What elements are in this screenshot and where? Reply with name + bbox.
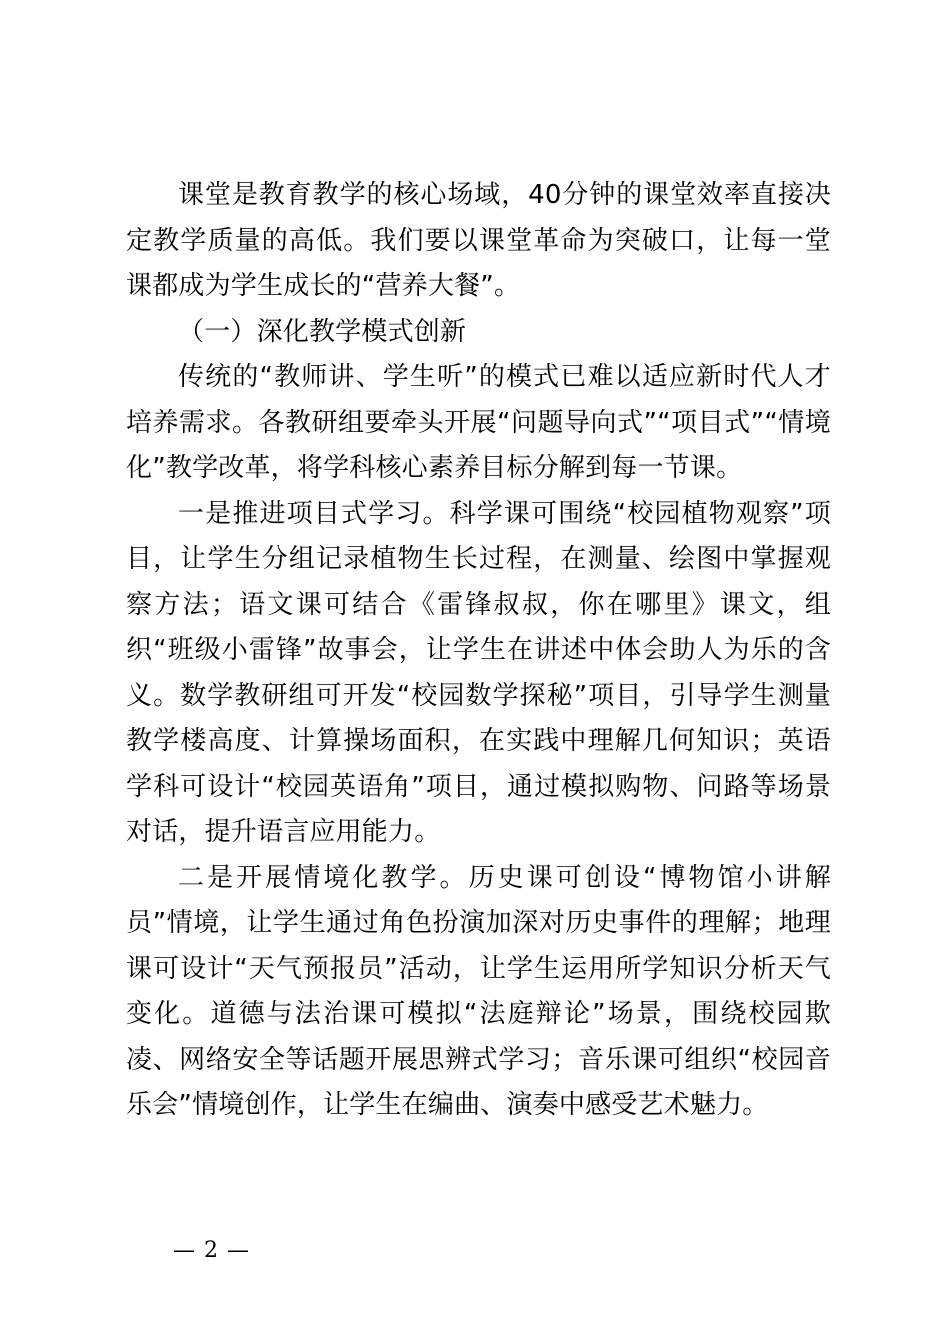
paragraph-intro: 课堂是教育教学的核心场域，40分钟的课堂效率直接决定教学质量的高低。我们要以课堂革命为突破口，让每一堂课都成为学生成长的“营养大餐”。 (126, 180, 831, 301)
section-heading: （一）深化教学模式创新 (178, 316, 467, 347)
paragraph-teaching-model: 传统的“教师讲、学生听”的模式已难以适应新时代人才培养需求。各教研组要牵头开展“问题导向式”“项目式”“情境化”教学改革，将学科核心素养目标分解到每一节课。 (126, 362, 831, 483)
document-body (126, 173, 831, 1129)
paragraph-project-learning: 一是推进项目式学习。科学课可围绕“校园植物观察”项目，让学生分组记录植物生长过程，在测量、绘图中掌握观察方法；语文课可结合《雷锋叔叔，你在哪里》课文，组织“班级小雷锋”故事会，让学生在讲述中体会助人为乐的含义。数学教研组可开发“校园数学探秘”项目，引导学生测量教学楼高度、计算操场面积，在实践中理解几何知识；英语学科可设计“校园英语角”项目，通过模拟购物、问路等场景对话，提升语言应用能力。 (126, 498, 831, 847)
page-number: — 2 — (173, 1238, 250, 1263)
paragraph-situational-teaching: 二是开展情境化教学。历史课可创设“博物馆小讲解员”情境，让学生通过角色扮演加深对历史事件的理解；地理课可设计“天气预报员”活动，让学生运用所学知识分析天气变化。道德与法治课可模拟“法庭辩论”场景，围绕校园欺凌、网络安全等话题开展思辨式学习；音乐课可组织“校园音乐会”情境创作，让学生在编曲、演奏中感受艺术魅力。 (126, 862, 831, 1120)
